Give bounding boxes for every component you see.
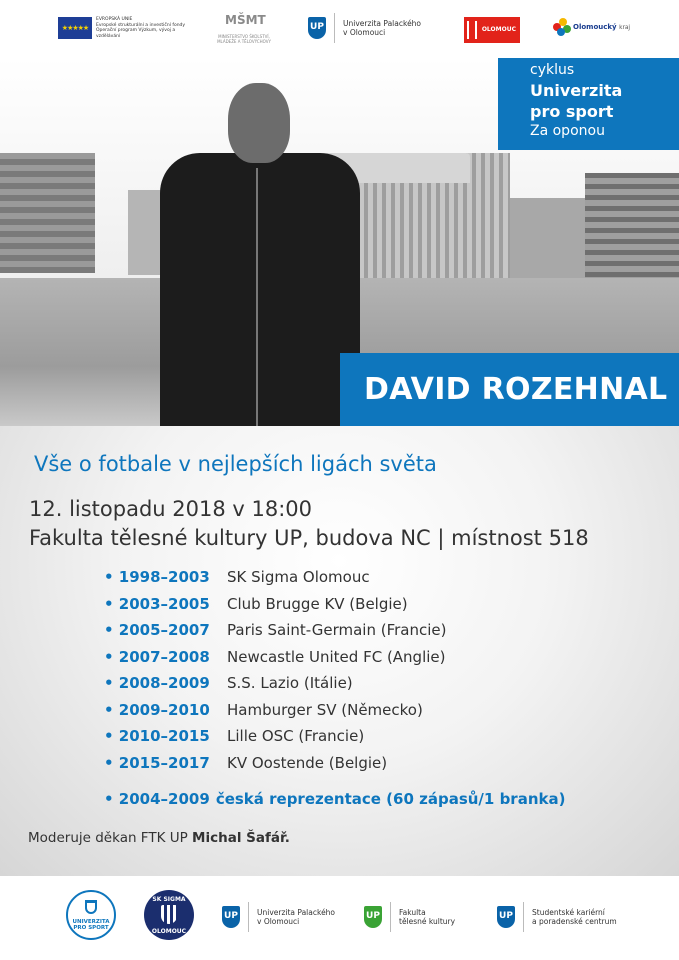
career-club: Newcastle United FC (Anglie) — [227, 647, 446, 666]
career-item — [104, 701, 624, 728]
divider — [390, 902, 391, 932]
kraj-suffix: kraj — [619, 25, 631, 31]
career-item — [104, 648, 624, 675]
msmt-logo — [217, 10, 271, 44]
career-club: S.S. Lazio (Itálie) — [227, 674, 353, 692]
up-city: v Olomouci — [343, 28, 386, 37]
moderator-name: Michal Šafář. — [192, 830, 290, 846]
flower-icon — [553, 18, 571, 36]
ups-line: UNIVERZITA — [72, 919, 110, 925]
sigma-bottom-text: OLOMOUC — [151, 928, 187, 935]
event-subtitle: Vše o fotbale v nejlepších ligách světa — [34, 452, 437, 476]
eu-flag-icon: ★★★★★ — [58, 17, 92, 39]
career-club: Lille OSC (Francie) — [227, 727, 365, 745]
ftk-logo — [364, 902, 455, 932]
olomoucky-kraj-logo — [553, 18, 630, 36]
ups-line: PRO SPORT — [73, 925, 109, 931]
moderator-prefix: Moderuje děkan FTK UP — [28, 830, 193, 846]
career-years: • 1998–2003 — [104, 568, 210, 586]
msmt-mark: MŠMT — [225, 13, 266, 27]
career-club: SK Sigma Olomouc — [227, 568, 370, 586]
series-label: cyklus — [530, 62, 575, 78]
divider — [523, 902, 524, 932]
career-club: KV Oostende (Belgie) — [227, 753, 388, 772]
olomouc-label: OLOMOUC — [481, 26, 516, 33]
up-city: v Olomouci — [257, 917, 300, 926]
career-item — [104, 568, 624, 595]
up-name: Univerzita Palackého — [257, 907, 336, 917]
career-years: • 2008–2009 — [104, 674, 210, 692]
olomouc-logo — [464, 17, 520, 43]
partner-logo-bar — [0, 0, 679, 58]
up-logo-header — [308, 13, 433, 43]
series-title-1: Univerzita — [530, 81, 623, 100]
eu-text-line: Operační program Výzkum, vývoj a vzdělávání — [96, 28, 176, 39]
career-years: • 2009–2010 — [104, 700, 210, 719]
career-club: Club Brugge KV (Belgie) — [227, 594, 408, 613]
olomouc-emblem-icon — [467, 21, 477, 39]
kraj-name: Olomoucký — [573, 23, 617, 31]
national-desc: česká reprezentace (60 zápasů/1 branka) — [215, 790, 566, 808]
divider — [334, 13, 335, 43]
divider — [248, 902, 249, 932]
ftk-line: tělesné kultury — [399, 917, 456, 926]
career-item — [104, 674, 624, 701]
eu-text-line: EVROPSKÁ UNIE — [96, 17, 133, 22]
sigma-shield-icon — [161, 905, 177, 924]
series-badge — [498, 58, 679, 150]
series-subtitle: Za oponou — [530, 123, 605, 139]
event-datetime: 12. listopadu 2018 v 18:00 — [29, 497, 313, 521]
career-center-logo — [497, 902, 617, 932]
career-years: • 2010–2015 — [104, 727, 210, 745]
eu-text-line: Evropské strukturální a investiční fondy — [96, 22, 186, 28]
career-item — [104, 727, 624, 754]
moderator-note — [28, 830, 290, 846]
career-years: • 2007–2008 — [104, 647, 210, 666]
speaker-name: DAVID ROZEHNAL — [340, 353, 679, 426]
series-title-2: pro sport — [530, 102, 614, 121]
career-item — [104, 621, 624, 648]
career-item — [104, 595, 624, 622]
career-club: Paris Saint-Germain (Francie) — [227, 621, 447, 639]
sigma-top-text: SK SIGMA — [152, 896, 186, 903]
up-shield-icon: UP — [308, 17, 326, 39]
sk-sigma-logo — [144, 890, 194, 940]
national-team-item — [104, 789, 565, 808]
univerzita-pro-sport-logo — [66, 890, 116, 940]
up-logo-footer — [222, 902, 335, 932]
up-shield-icon: UP — [497, 906, 515, 928]
eu-logo — [58, 17, 196, 39]
national-years: • 2004–2009 — [104, 790, 210, 808]
trophy-icon — [85, 900, 97, 914]
msmt-text-line: MINISTERSTVO ŠKOLSTVÍ, — [218, 34, 270, 39]
career-years: • 2005–2007 — [104, 621, 210, 639]
ftk-shield-icon: UP — [364, 906, 382, 928]
career-item — [104, 754, 624, 781]
career-center-line: a poradenské centrum — [532, 917, 617, 926]
career-list — [104, 568, 624, 780]
event-venue: Fakulta tělesné kultury UP, budova NC | místnost 518 — [29, 526, 589, 550]
up-shield-icon: UP — [222, 906, 240, 928]
career-years: • 2015–2017 — [104, 753, 210, 772]
career-center-line: Studentské kariérní — [532, 907, 605, 917]
speaker-figure — [160, 153, 360, 426]
career-years: • 2003–2005 — [104, 594, 210, 613]
up-name: Univerzita Palackého — [343, 19, 422, 28]
msmt-text-line: MLÁDEŽE A TĚLOVÝCHOVY — [217, 39, 271, 44]
ftk-line: Fakulta — [399, 907, 426, 917]
career-club: Hamburger SV (Německo) — [227, 700, 423, 719]
